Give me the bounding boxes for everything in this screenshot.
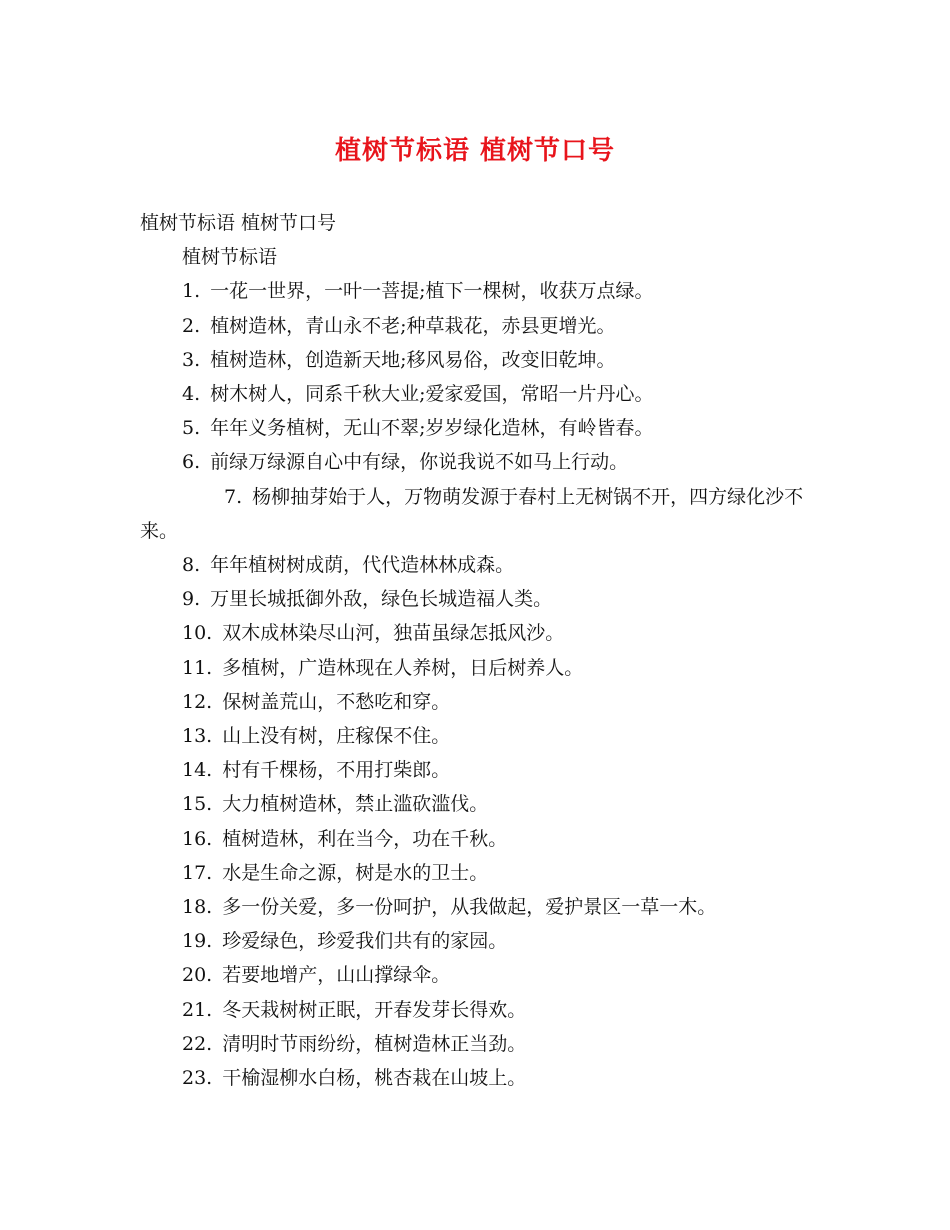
item-text: 冬天栽树树正眠，开春发芽长得欢。	[222, 998, 527, 1021]
item-text: 一花一世界，一叶一菩提;植下一棵树，收获万点绿。	[210, 280, 654, 303]
item-text: 若要地增产，山山撑绿伞。	[222, 964, 451, 987]
list-item	[140, 651, 820, 685]
item-number: 9.	[182, 588, 201, 611]
list-item	[140, 309, 820, 343]
item-text: 万里长城抵御外敌，绿色长城造福人类。	[210, 588, 553, 611]
item-number: 4.	[182, 383, 201, 406]
list-item	[140, 719, 820, 753]
list-item	[140, 924, 820, 958]
item-number: 16.	[182, 827, 213, 850]
item-number: 20.	[182, 964, 213, 987]
list-item	[140, 582, 820, 616]
item-text: 树木树人，同系千秋大业;爱家爱国，常昭一片丹心。	[210, 383, 654, 406]
item-text: 双木成林染尽山河，独苗虽绿怎抵风沙。	[222, 622, 565, 645]
list-item	[140, 377, 820, 411]
item-text: 植树造林，青山永不老;种草栽花，赤县更增光。	[210, 314, 616, 337]
item-number: 10.	[182, 622, 213, 645]
item-text: 年年植树树成荫，代代造林林成森。	[210, 554, 515, 577]
list-item	[140, 890, 820, 924]
item-number: 18.	[182, 896, 213, 919]
item-text: 杨柳抽芽始于人，万物萌发源于春村上无树锅不开，四方绿化沙不来。	[140, 485, 804, 542]
item-text: 年年义务植树，无山不翠;岁岁绿化造林，有岭皆春。	[210, 417, 654, 440]
item-number: 15.	[182, 793, 213, 816]
item-number: 2.	[182, 314, 201, 337]
item-text: 村有千棵杨，不用打柴郎。	[222, 759, 451, 782]
item-text: 水是生命之源，树是水的卫士。	[222, 861, 489, 884]
item-text: 清明时节雨纷纷，植树造林正当劲。	[222, 1032, 527, 1055]
list-item	[140, 274, 820, 308]
item-number: 14.	[182, 759, 213, 782]
item-text: 山上没有树，庄稼保不住。	[222, 725, 451, 748]
item-text: 前绿万绿源自心中有绿，你说我说不如马上行动。	[210, 451, 629, 474]
item-number: 19.	[182, 930, 213, 953]
list-item	[140, 856, 820, 890]
item-number: 5.	[182, 417, 201, 440]
item-number: 3.	[182, 348, 201, 371]
item-number: 23.	[182, 1067, 213, 1090]
list-item	[140, 958, 820, 992]
document-subtitle: 植树节标语 植树节口号	[140, 212, 337, 234]
item-number: 22.	[182, 1032, 213, 1055]
item-text: 大力植树造林，禁止滥砍滥伐。	[222, 793, 489, 816]
item-number: 11.	[182, 656, 213, 679]
list-item	[140, 822, 820, 856]
item-text: 植树造林，创造新天地;移风易俗，改变旧乾坤。	[210, 348, 616, 371]
item-number: 21.	[182, 998, 213, 1021]
list-item	[140, 480, 820, 548]
list-item	[140, 343, 820, 377]
list-item	[140, 445, 820, 479]
list-item	[140, 548, 820, 582]
list-item	[140, 753, 820, 787]
item-number: 6.	[182, 451, 201, 474]
list-item	[140, 685, 820, 719]
list-item	[140, 1061, 820, 1095]
document-title: 植树节标语 植树节口号	[334, 136, 616, 166]
list-item	[140, 616, 820, 650]
list-item	[140, 1027, 820, 1061]
list-item	[140, 787, 820, 821]
item-text: 多植树，广造林现在人养树，日后树养人。	[222, 656, 584, 679]
document-body	[140, 206, 820, 1095]
item-number: 8.	[182, 554, 201, 577]
item-text: 植树造林，利在当今，功在千秋。	[222, 827, 508, 850]
item-number: 7.	[224, 485, 243, 508]
item-number: 12.	[182, 690, 213, 713]
item-number: 1.	[182, 280, 201, 303]
item-text: 多一份关爱，多一份呵护，从我做起，爱护景区一草一木。	[222, 896, 717, 919]
list-item	[140, 993, 820, 1027]
item-number: 17.	[182, 861, 213, 884]
item-number: 13.	[182, 725, 213, 748]
item-text: 保树盖荒山，不愁吃和穿。	[222, 690, 451, 713]
item-text: 干榆湿柳水白杨，桃杏栽在山坡上。	[222, 1067, 527, 1090]
item-text: 珍爱绿色，珍爱我们共有的家园。	[222, 930, 508, 953]
section-heading: 植树节标语	[182, 246, 278, 269]
list-item	[140, 411, 820, 445]
